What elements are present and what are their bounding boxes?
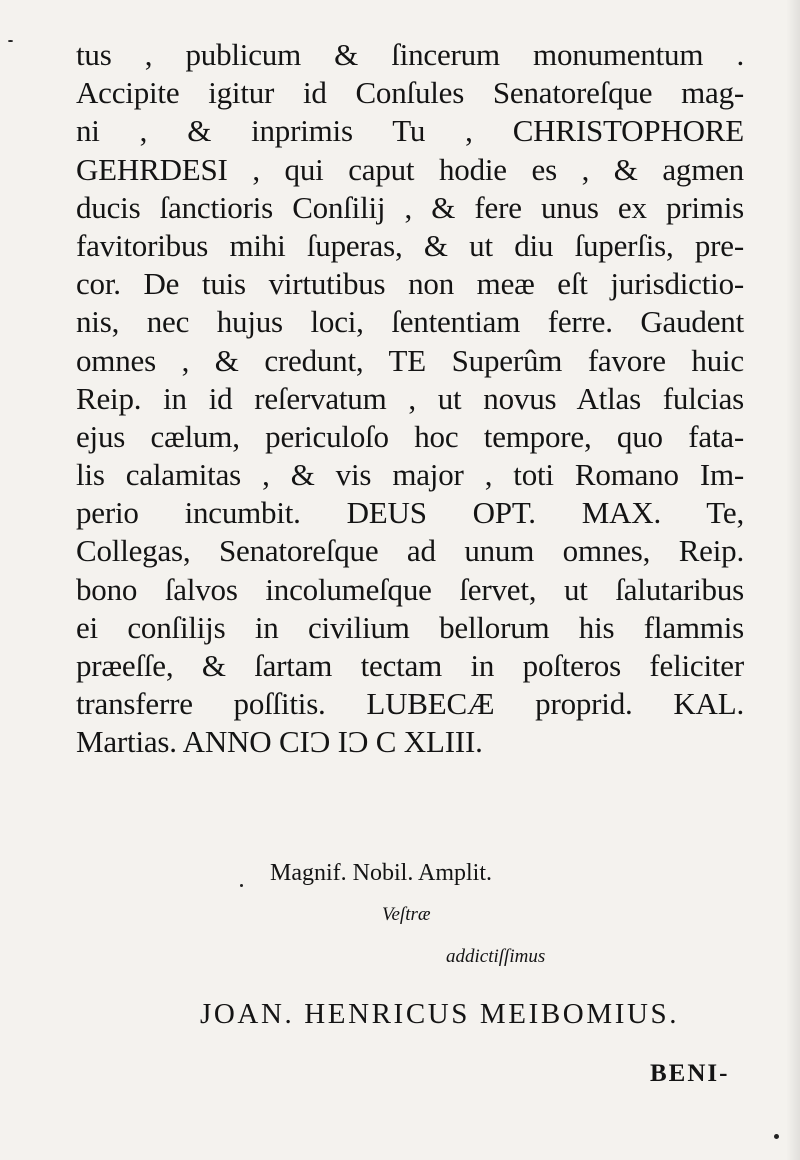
body-text — [76, 36, 744, 762]
text-line: præeſſe, & ſartam tectam in poſteros feliciter — [76, 648, 744, 683]
text-line-final: Martias. ANNO CIƆ IƆ C XLIII. — [76, 724, 483, 760]
ink-speck — [8, 40, 13, 42]
text-line: favitoribus mihi ſuperas, & ut diu ſuperſis, pre- — [76, 227, 744, 263]
text-line: ni , & inprimis Tu , CHRISTOPHORE — [76, 113, 744, 149]
text-line: tus , publicum & ſincerum monumentum . — [76, 37, 744, 72]
text-line: Accipite igitur id Conſules Senatoreſque mag- — [76, 75, 744, 111]
closing-vestra: Veſtræ — [382, 904, 431, 925]
text-line: ejus cælum, periculoſo hoc tempore, quo fata- — [76, 418, 744, 454]
text-line: perio incumbit. DEUS OPT. MAX. Te, — [76, 495, 744, 531]
author-signature: JOAN. HENRICUS MEIBOMIUS. — [200, 998, 680, 1030]
text-line: ei conſilijs in civilium bellorum his flammis — [76, 609, 744, 645]
catchword: BENI- — [650, 1060, 730, 1087]
closing-addictissimus: addictiſſimus — [446, 946, 546, 967]
text-line: cor. De tuis virtutibus non meæ eſt jurisdictio- — [76, 266, 744, 302]
text-line: bono ſalvos incolumeſque ſervet, ut ſalutaribus — [76, 571, 744, 607]
text-line: transferre poſſitis. LUBECÆ proprid. KAL. — [76, 686, 744, 722]
text-line: omnes , & credunt, TE Superûm favore huic — [76, 342, 744, 378]
text-line: Reip. in id reſervatum , ut novus Atlas fulcias — [76, 380, 744, 416]
ink-speck — [774, 1134, 779, 1139]
salutation: Magnif. Nobil. Amplit. — [270, 860, 492, 886]
ink-speck — [240, 884, 243, 887]
text-line: lis calamitas , & vis major , toti Romano Im- — [76, 457, 744, 493]
page-edge-shadow — [786, 0, 800, 1160]
text-line: Collegas, Senatoreſque ad unum omnes, Reip. — [76, 533, 744, 569]
text-line: ducis ſanctioris Conſilij , & fere unus ex primis — [76, 189, 744, 225]
text-line: GEHRDESI , qui caput hodie es , & agmen — [76, 151, 744, 187]
text-line: nis, nec hujus loci, ſententiam ferre. Gaudent — [76, 304, 744, 340]
